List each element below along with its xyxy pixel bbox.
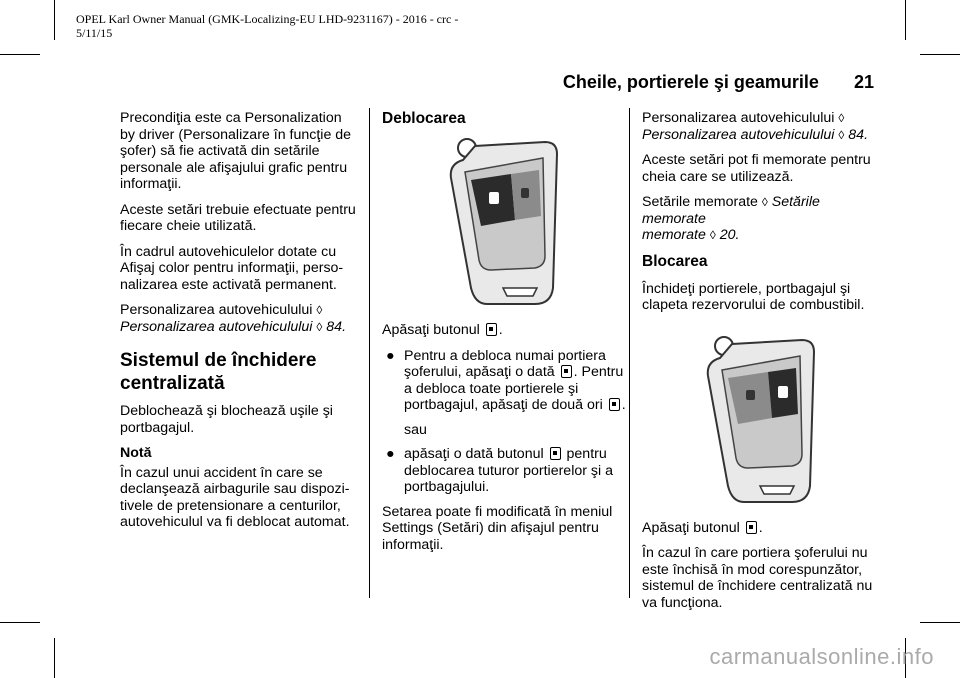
crop-mark xyxy=(920,54,960,55)
crop-mark xyxy=(905,0,906,40)
column-2 xyxy=(382,110,627,562)
paragraph: Deblochează şi blochează uşile şi portbagajul. xyxy=(120,403,333,436)
paragraph: Aceste setări trebuie efectuate pentru fiecare cheie utilizată. xyxy=(120,201,356,234)
note-label: Notă xyxy=(120,445,152,461)
ref-page[interactable]: 84 xyxy=(326,318,343,335)
cross-reference: Setările memorate ◊ Setările memorate memorate ◊ 20. xyxy=(642,194,820,243)
section-heading: Sistemul de închidere centralizată xyxy=(120,350,317,394)
unlock-icon xyxy=(609,398,620,411)
key-fob-unlock-image xyxy=(445,138,565,308)
crop-mark xyxy=(0,54,40,55)
ref-arrow-icon: ◊ xyxy=(838,127,845,142)
section-heading: Deblocarea xyxy=(382,110,466,127)
paragraph: În cadrul autovehiculelor dotate cu Afişaj color pentru informaţii, perso- nalizarea este activată permanent. xyxy=(120,243,344,293)
column-divider xyxy=(629,108,630,598)
page-number: 21 xyxy=(853,72,874,92)
paragraph: Închideţi portierele, portbagajul şi clapeta rezervorului de combustibil. xyxy=(642,280,865,313)
paragraph: Aceste setări pot fi memorate pentru cheia care se utilizează. xyxy=(642,152,871,185)
ref-arrow-icon: ◊ xyxy=(761,195,768,209)
key-fob-lock-image xyxy=(702,336,822,506)
print-header-line: OPEL Karl Owner Manual (GMK-Localizing-EU LHD-9231167) - 2016 - crc - xyxy=(76,12,459,26)
crop-mark xyxy=(920,622,960,623)
paragraph: Apăsaţi butonul . xyxy=(642,519,763,536)
cross-reference: Personalizarea autovehiculului ◊ Personalizarea autovehiculului ◊ 84. xyxy=(642,110,869,143)
list-item: ● Pentru a debloca numai portiera şoferului, apăsaţi o dată . Pentru a debloca toate portierele şi portbagajul, apăsaţi de două ori . xyxy=(386,347,626,413)
crop-mark xyxy=(0,622,40,623)
paragraph: Precondiţia este ca Personalization by driver (Personalizare în funcţie de şofer) să fie activată din setările personale ale afişajului grafic pentru informaţii. xyxy=(120,110,352,192)
crop-mark xyxy=(54,0,55,40)
list-item: ● apăsaţi o dată butonul pentru deblocarea tuturor portierelor şi a portbagajului. xyxy=(386,446,613,495)
ref-arrow-icon: ◊ xyxy=(316,319,323,334)
print-header-date: 5/11/15 xyxy=(76,26,113,40)
or-text: sau xyxy=(404,421,427,438)
column-1 xyxy=(120,110,360,540)
running-head xyxy=(563,72,874,93)
print-header xyxy=(76,12,496,40)
note-text: În cazul unui accident în care se declanşează airbagurile sau dispozi- tivele de pretensionare a centurilor, autovehiculul va fi deblocat automat. xyxy=(120,464,350,530)
crop-mark xyxy=(54,638,55,678)
ref-arrow-icon: ◊ xyxy=(709,228,716,242)
watermark: carmanualsonline.info xyxy=(709,644,934,669)
ref-page[interactable]: 84 xyxy=(848,126,865,143)
ref-link[interactable]: Personalizarea autovehiculului xyxy=(120,318,313,335)
ref-link[interactable]: Personalizarea autovehiculului xyxy=(642,126,835,143)
ref-link[interactable]: Setările memorate xyxy=(642,194,820,227)
column-divider xyxy=(369,108,370,598)
paragraph: În cazul în care portiera şoferului nu este închisă în mod corespunzător, sistemul de închidere centralizată nu va funcţiona. xyxy=(642,545,873,611)
section-heading: Blocarea xyxy=(642,252,708,270)
paragraph: Setarea poate fi modificată în meniul Settings (Setări) din afişajul pentru informaţii. xyxy=(382,503,613,553)
ref-arrow-icon: ◊ xyxy=(838,111,845,125)
cross-reference: Personalizarea autovehiculului ◊ Personalizarea autovehiculului ◊ 84. xyxy=(120,302,347,335)
column-3 xyxy=(642,110,882,620)
unlock-icon xyxy=(561,365,572,378)
unlock-icon xyxy=(486,323,497,336)
lock-icon xyxy=(746,521,757,534)
section-title: Cheile, portierele şi geamurile xyxy=(562,72,819,92)
paragraph: Apăsaţi butonul . xyxy=(382,322,503,338)
ref-page[interactable]: 20 xyxy=(719,227,736,243)
unlock-icon xyxy=(550,447,561,460)
ref-arrow-icon: ◊ xyxy=(316,303,323,317)
